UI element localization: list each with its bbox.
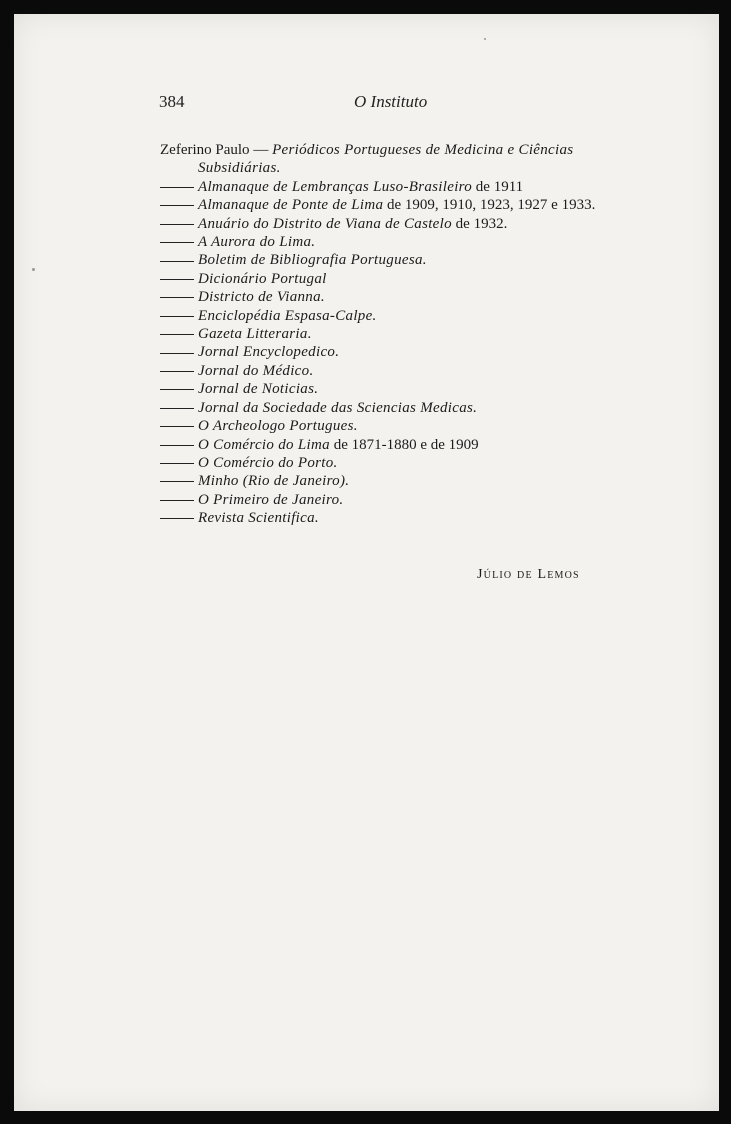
ditto-dash: [160, 500, 194, 501]
ditto-dash: [160, 353, 194, 354]
entry-title: Anuário do Distrito de Viana de Castelo: [198, 215, 452, 232]
entry-suffix: de 1871-1880 e de 1909: [333, 436, 479, 453]
bibliography-entry: [160, 215, 660, 233]
running-title: O Instituto: [354, 92, 428, 111]
entry-title: Enciclopédia Espasa-Calpe.: [198, 307, 377, 324]
bibliography-entry: [160, 233, 660, 251]
ditto-dash: [160, 445, 194, 446]
entry-title: Almanaque de Ponte de Lima: [198, 197, 384, 214]
entry-suffix: de 1911: [475, 178, 524, 195]
bibliography-entry: [160, 380, 660, 398]
ditto-dash: [160, 187, 194, 188]
author-signature: Júlio de Lemos: [477, 567, 580, 582]
paper-speck: [32, 268, 35, 271]
entry-suffix: de 1909, 1910, 1923, 1927 e 1933.: [387, 197, 596, 214]
ditto-dash: [160, 224, 194, 225]
bibliography-entry: [160, 343, 660, 361]
entry-title: Periódicos Portugueses de Medicina e Ciências: [272, 142, 574, 158]
bibliography-entry: [160, 436, 660, 454]
paper-speck: [484, 38, 486, 40]
entry-title: O Comércio do Lima: [198, 436, 330, 453]
bibliography-entry: [160, 251, 660, 269]
bibliography-entry: [160, 509, 660, 527]
entry-title: Boletim de Bibliografia Portuguesa.: [198, 252, 427, 269]
bibliography-entry: [160, 399, 660, 417]
bibliography-entry: [160, 178, 660, 196]
ditto-dash: [160, 261, 194, 262]
ditto-dash: [160, 408, 194, 409]
bibliography-entry: Zeferino Paulo — Periódicos Portugueses de Medicina e Ciências: [160, 142, 574, 158]
bibliography-entry: [160, 472, 660, 490]
entry-title: Almanaque de Lembranças Luso-Brasileiro: [198, 178, 473, 195]
ditto-dash: [160, 389, 194, 390]
ditto-dash: [160, 518, 194, 519]
entry-title: Jornal Encyclopedico.: [198, 344, 340, 361]
ditto-dash: [160, 279, 194, 280]
entry-author: Zeferino Paulo: [160, 142, 250, 158]
page-number: 384: [159, 92, 185, 111]
entry-title: O Archeologo Portugues.: [198, 418, 358, 435]
bibliography-entry: [160, 288, 660, 306]
bibliography-entry: [160, 307, 660, 325]
document-page: [14, 14, 719, 1111]
bibliography-entry: [160, 196, 660, 214]
bibliography-entry: [160, 454, 660, 472]
entry-suffix: de 1932.: [455, 215, 508, 232]
bibliography-entry: [160, 417, 660, 435]
ditto-dash: [160, 297, 194, 298]
ditto-dash: [160, 334, 194, 335]
ditto-dash: [160, 316, 194, 317]
ditto-dash: [160, 481, 194, 482]
entry-title: O Comércio do Porto.: [198, 454, 338, 471]
entry-title: Gazeta Litteraria.: [198, 326, 312, 343]
bibliography-entry: [160, 362, 660, 380]
bibliography-entry: [160, 491, 660, 509]
entry-title: A Aurora do Lima.: [198, 234, 316, 251]
ditto-dash: [160, 426, 194, 427]
entry-title: O Primeiro de Janeiro.: [198, 491, 344, 508]
entry-title: Dicionário Portugal: [198, 270, 327, 287]
bibliography-entry: [160, 270, 660, 288]
entry-title: Jornal de Noticias.: [198, 381, 319, 398]
ditto-dash: [160, 205, 194, 206]
ditto-dash: [160, 463, 194, 464]
ditto-dash: [160, 371, 194, 372]
bibliography-entry-continuation: [160, 159, 660, 177]
entry-title: Minho (Rio de Janeiro).: [198, 473, 350, 490]
bibliography-list: [160, 141, 660, 528]
entry-title: Revista Scientifica.: [198, 510, 319, 527]
entry-title: Jornal do Médico.: [198, 362, 314, 379]
page-header: [14, 92, 719, 116]
entry-title-continued: Subsidiárias.: [198, 160, 281, 177]
bibliography-entry: [160, 325, 660, 343]
entry-title: Jornal da Sociedade das Sciencias Medicas.: [198, 399, 478, 416]
entry-title: Districto de Vianna.: [198, 289, 325, 306]
ditto-dash: [160, 242, 194, 243]
